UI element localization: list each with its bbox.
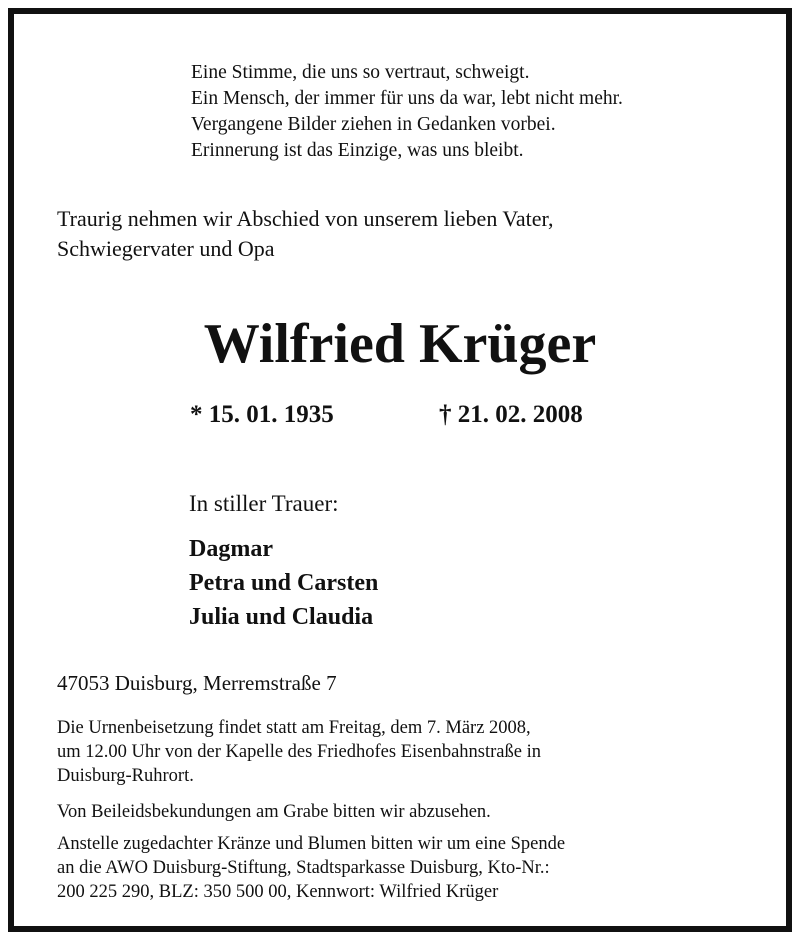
farewell-intro — [57, 204, 553, 264]
intro-line: Schwiegervater und Opa — [57, 236, 275, 261]
memorial-poem — [191, 60, 623, 164]
poem-line: Eine Stimme, die uns so vertraut, schweigt. — [191, 62, 530, 83]
birth-date: * 15. 01. 1935 — [190, 401, 334, 428]
mourner-name: Dagmar — [189, 536, 273, 562]
poem-line: Vergangene Bilder ziehen in Gedanken vorbei. — [191, 114, 556, 135]
poem-line: Erinnerung ist das Einzige, was uns bleibt. — [191, 140, 524, 161]
intro-line: Traurig nehmen wir Abschied von unserem lieben Vater, — [57, 206, 554, 231]
funeral-info-line: Die Urnenbeisetzung findet statt am Freitag, dem 7. März 2008, — [57, 718, 531, 738]
family-address: 47053 Duisburg, Merremstraße 7 — [57, 671, 337, 695]
funeral-info — [57, 716, 541, 788]
mourner-name: Petra und Carsten — [189, 570, 379, 596]
mourners-list — [189, 532, 378, 634]
funeral-info-line: um 12.00 Uhr von der Kapelle des Friedhofes Eisenbahnstraße in — [57, 742, 541, 762]
mourning-heading: In stiller Trauer: — [189, 491, 339, 516]
donation-info-line: Anstelle zugedachter Kränze und Blumen bitten wir um eine Spende — [57, 834, 566, 854]
mourner-name: Julia und Claudia — [189, 604, 374, 630]
poem-line: Ein Mensch, der immer für uns da war, lebt nicht mehr. — [191, 88, 623, 109]
death-date: † 21. 02. 2008 — [439, 401, 583, 428]
condolence-note-line: Von Beileidsbekundungen am Grabe bitten wir abzusehen. — [57, 802, 491, 822]
donation-info-line: an die AWO Duisburg-Stiftung, Stadtsparkasse Duisburg, Kto-Nr.: — [57, 858, 550, 878]
funeral-info-line: Duisburg-Ruhrort. — [57, 766, 194, 786]
condolence-note — [57, 800, 491, 824]
obituary-notice — [8, 8, 792, 932]
donation-info — [57, 832, 565, 904]
deceased-name: Wilfried Krüger — [203, 313, 597, 375]
donation-info-line: 200 225 290, BLZ: 350 500 00, Kennwort: Wilfried Krüger — [57, 882, 499, 902]
